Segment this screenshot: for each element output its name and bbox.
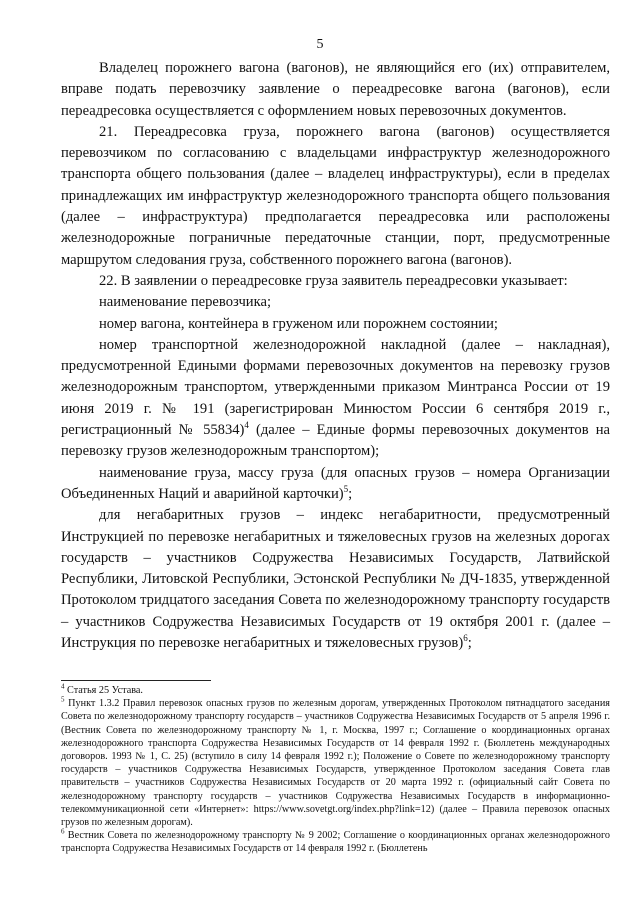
paragraph: номер вагона, контейнера в груженом или порожнем состоянии; (99, 315, 498, 332)
paragraph: наименование перевозчика; (99, 294, 272, 311)
footnote-ref: 4 (244, 420, 249, 431)
footnote-ref: 6 (463, 633, 468, 644)
footnote-mark: 5 (61, 695, 65, 704)
footnote-ref: 5 (343, 484, 349, 495)
body-text (61, 58, 610, 654)
paragraph: номер транспортной железнодорожной накладной (далее – накладная), предусмотренной Едиными формами перевозочных документов на перевозку грузов железнодорожным транспортом, утвержденными приказом Минтранса России от 19 июня 2019 г. № 191 (зарегистрирован Минюстом России 6 сентября 2019 г., регистрационный № 55834)$^4$ (далее – Единые формы перевозочных документов на перевозку грузов железнодорожным транспортом); (61, 336, 610, 460)
paragraph: 21. Переадресовка груза, порожнего вагона (вагонов) осуществляется перевозчиком по согласованию с владельцами инфраструктур железнодорожного транспорта общего пользования (далее – владелец инфраструктуры), если в пределах принадлежащих им инфраструктур железнодорожного транспорта общего пользования (далее – инфраструктура) предполагается переадресовка или расположены железнодорожные пограничные передаточные станции, порт, предусмотренные маршрутом следования груза, собственного порожнего вагона (вагонов). (61, 123, 610, 268)
footnote-divider (61, 680, 211, 681)
footnotes (61, 684, 610, 856)
footnote: $^4$ Статья 25 Устава. (61, 682, 143, 696)
paragraph: Владелец порожнего вагона (вагонов), не являющийся его (их) отправителем, вправе подать перевозчику заявление о переадресовке вагона (вагонов), если переадресовка осуществляется с оформлением новых перевозочных документов. (61, 60, 610, 119)
paragraph: 22. В заявлении о переадресовке груза заявитель переадресовки указывает: (99, 272, 568, 289)
footnote-mark: 4 (61, 682, 65, 691)
footnote-mark: 6 (61, 827, 65, 836)
page-number: 5 (316, 37, 324, 52)
paragraph: наименование груза, массу груза (для опасных грузов – номера Организации Объединенных Наций и аварийной карточки)$^5$; (61, 464, 610, 502)
paragraph: для негабаритных грузов – индекс негабаритности, предусмотренный Инструкцией по перевозке негабаритных и тяжеловесных грузов на железных дорогах государств – участников Содружества Независимых Государств, Латвийской Республики, Литовской Республики, Эстонской Республики № ДЧ-1835, утвержденной Протоколом тридцатого заседания Совета по железнодорожному транспорту государств – участников Содружества Независимых Государств от 19 октября 2001 г. (далее – Инструкция по перевозке негабаритных и тяжеловесных грузов)$^6$; (61, 507, 610, 652)
footnote: $^6$ Вестник Совета по железнодорожному транспорту № 9 2002; Соглашение о координационных органах железнодорожного транспорта Содружества Независимых Государств от 14 февраля 1992 г. (Бюллетень (61, 827, 610, 855)
footnote: $^5$ Пункт 1.3.2 Правил перевозок опасных грузов по железным дорогам, утвержденных Протоколом пятнадцатого заседания Совета по железнодорожному транспорту государств – участников Содружества Независимых Государств от 5 апреля 1996 г. (Вестник Совета по железнодорожному транспорту № 1, г. Москва, 1997 г.; Соглашение о координационных органах железнодорожного транспорта Содружества Независимых Государств от 14 февраля 1992 г. (Бюллетень международных договоров. 1993 № 1, С. 25) (вступило в силу 14 февраля 1992 г.); Положение о Совете по железнодорожному транспорту государств – участников Содружества Независимых Государств, утвержденное Протоколом заседания Совета глав правительств – участников Содружества Независимых Государств от 20 марта 1992 г. (официальный сайт Совета по железнодорожному транспорту государств – участников Содружества Независимых Государств в информационно-телекоммуникационной сети «Интернет»: https://www.sovetgt.org/index.php?link=12) (далее – Правила перевозок опасных грузов по железным дорогам). (61, 695, 610, 829)
